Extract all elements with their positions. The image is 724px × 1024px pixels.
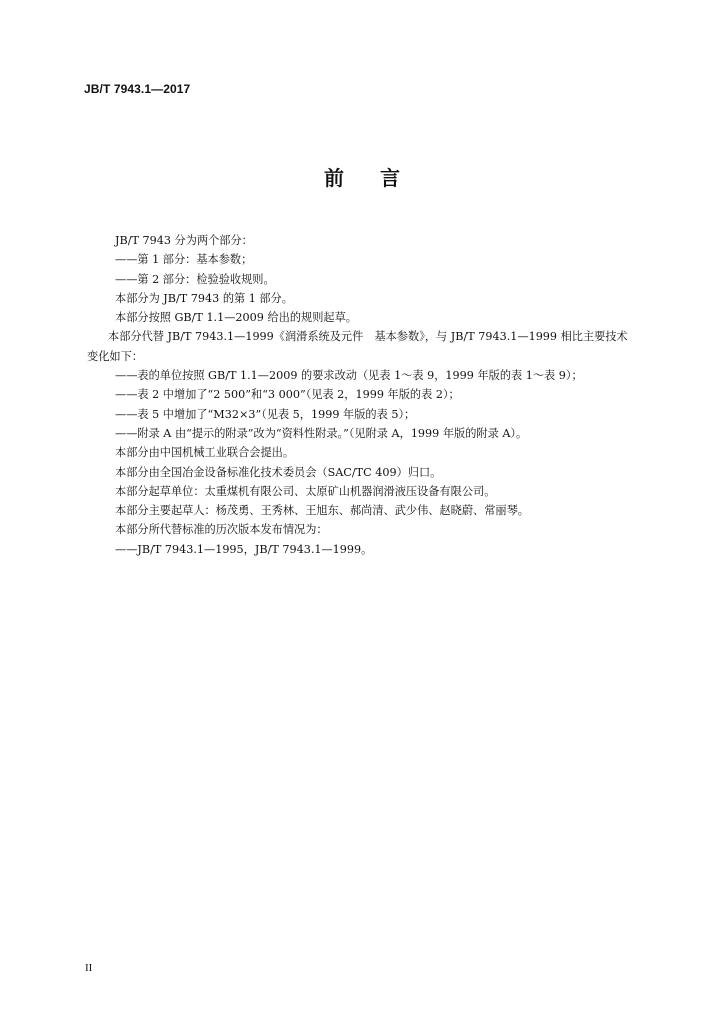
list-item-part-1: ——第 1 部分：基本参数； [115, 253, 253, 267]
list-item-change-1: ——表的单位按照 GB/T 1.1—2009 的要求改动（见表 1～表 9，1999 年版的表 1～表 9）； [115, 369, 583, 383]
paragraph-scope: 本部分为 JB/T 7943 的第 1 部分。 [115, 291, 293, 305]
paragraph-drafting-rules: 本部分按照 GB/T 1.1—2009 给出的规则起草。 [115, 311, 357, 325]
list-item-part-2: ——第 2 部分：检验验收规则。 [115, 272, 275, 286]
paragraph-history-intro: 本部分所代替标准的历次版本发布情况为： [115, 523, 328, 537]
paragraph-technical-committee: 本部分由全国冶金设备标准化技术委员会（SAC/TC 409）归口。 [115, 465, 442, 479]
page-number: II [85, 962, 93, 974]
title-char-1: 前 [324, 166, 344, 190]
paragraph-replacement: 本部分代替 JB/T 7943.1—1999《润滑系统及元件 基本参数》，与 JB/T 7943.1—1999 相比主要技术变化如下： [87, 330, 628, 363]
foreword-body [87, 231, 634, 559]
paragraph-proposer: 本部分由中国机械工业联合会提出。 [115, 446, 295, 460]
list-item-history: ——JB/T 7943.1—1995，JB/T 7943.1—1999。 [115, 542, 373, 556]
title-char-2: 言 [380, 166, 400, 190]
list-item-change-4: ——附录 A 由“提示的附录”改为“资料性附录。”（见附录 A，1999 年版的附录 A）。 [115, 426, 528, 440]
paragraph-parts-intro: JB/T 7943 分为两个部分： [115, 234, 253, 247]
standard-number: JB/T 7943.1—2017 [84, 82, 191, 96]
list-item-change-3: ——表 5 中增加了“M32×3”（见表 5，1999 年版的表 5）； [115, 407, 416, 421]
page-title [0, 162, 724, 191]
list-item-change-2: ——表 2 中增加了“2 500”和“3 000”（见表 2，1999 年版的表 2）； [115, 388, 460, 402]
paragraph-drafting-units: 本部分起草单位：太重煤机有限公司、太原矿山机器润滑液压设备有限公司。 [115, 484, 496, 498]
paragraph-drafters: 本部分主要起草人：杨茂勇、王秀林、王旭东、郝尚清、武少伟、赵晓蔚、常丽琴。 [115, 504, 529, 518]
